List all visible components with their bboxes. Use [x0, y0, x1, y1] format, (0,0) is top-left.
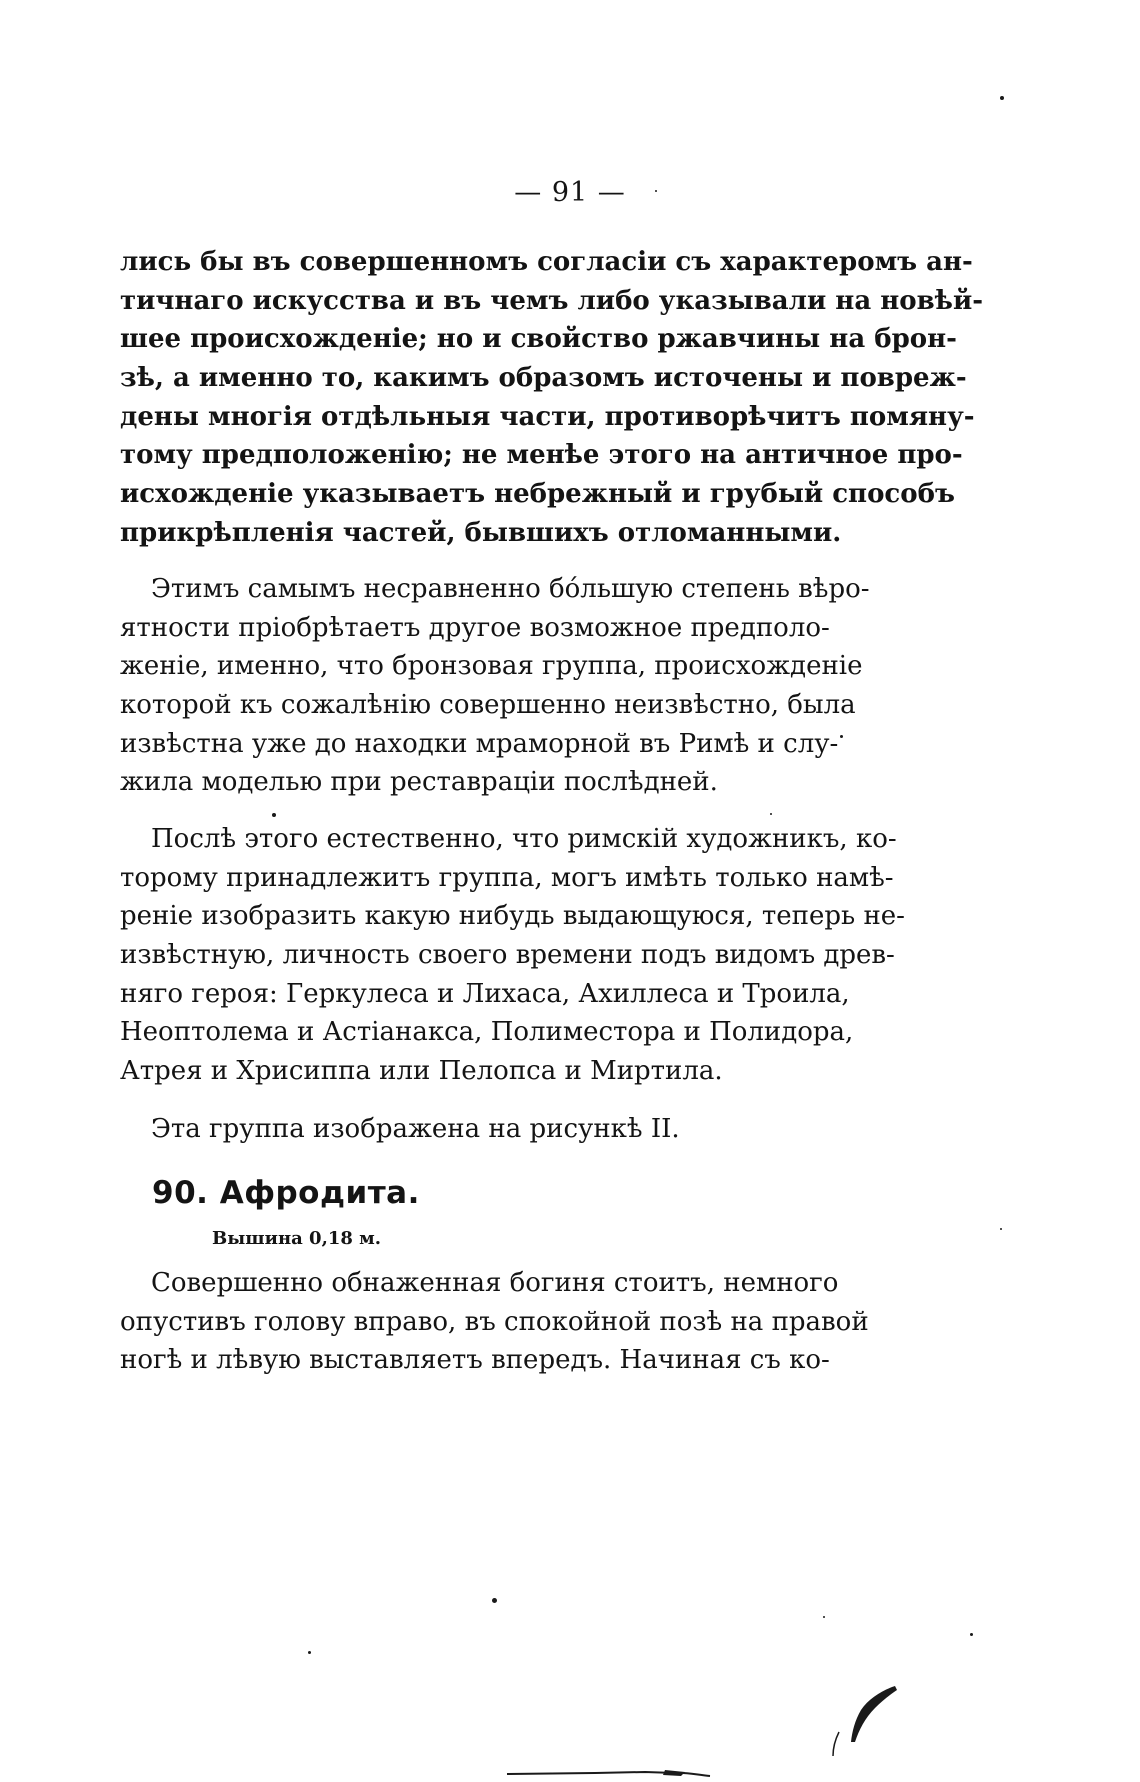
text-line: няго героя: Геркулеса и Лихаса, Ахиллеса и Троила,: [120, 978, 850, 1009]
paragraph-continuation: [120, 243, 984, 553]
text-line: Атрея и Хрисиппа или Пелопса и Миртила.: [120, 1056, 723, 1087]
text-line: извѣстную, личность своего времени подъ видомъ древ-: [120, 940, 895, 971]
text-line: женіе, именно, что бронзовая группа, происхожденіе: [120, 651, 863, 682]
text-line: торому принадлежитъ группа, могъ имѣть только намѣ-: [120, 862, 894, 893]
page-number: — 91 —: [514, 177, 626, 208]
scan-speck: [770, 813, 772, 815]
ink-mark: [505, 1764, 715, 1780]
text-line: извѣстна уже до находки мраморной въ Римѣ и слу-: [120, 728, 839, 759]
text-line: прикрѣпленія частей, бывшихъ отломанными.: [120, 517, 842, 548]
scan-speck: [1000, 1228, 1002, 1230]
text-line: ногѣ и лѣвую выставляетъ впередъ. Начиная съ ко-: [120, 1345, 830, 1376]
section-paragraph: [120, 1264, 869, 1380]
scan-speck: [970, 1633, 973, 1636]
text-line: Этимъ самымъ несравненно бóльшую степень вѣро-: [151, 574, 870, 604]
section-subheading: Вышина 0,18 м.: [212, 1228, 382, 1249]
text-line: дены многія отдѣльныя части, противорѣчитъ помяну-: [120, 401, 975, 432]
paragraph: [120, 1110, 795, 1149]
text-line: опустивъ голову вправо, въ спокойной позѣ на правой: [120, 1306, 869, 1337]
paragraph: [120, 820, 905, 1091]
scan-speck: [308, 1651, 311, 1654]
text-line: жила моделью при реставраціи послѣдней.: [120, 767, 718, 798]
scan-speck: [655, 190, 657, 192]
scan-speck: [823, 1616, 825, 1618]
scan-speck: [272, 813, 276, 817]
ink-smudge: [825, 1680, 905, 1760]
scan-speck: [1000, 96, 1004, 100]
text-line: которой къ сожалѣнію совершенно неизвѣстно, была: [120, 690, 856, 721]
section-heading: 90. Афродита.: [152, 1175, 420, 1211]
text-line: Эта группа изображена на рисункѣ II.: [151, 1114, 680, 1144]
paragraph: [120, 570, 870, 802]
scan-speck: [492, 1598, 497, 1603]
text-line: тичнаго искусства и въ чемъ либо указывали на новѣй-: [120, 285, 984, 316]
text-line: Неоптолема и Астіанакса, Полиместора и Полидора,: [120, 1017, 854, 1048]
text-line: зѣ, а именно то, какимъ образомъ источены и повреж-: [120, 363, 967, 394]
text-line: шее происхожденіе; но и свойство ржавчины на брон-: [120, 324, 957, 355]
scan-speck: [840, 735, 843, 738]
text-line: ятности пріобрѣтаетъ другое возможное предполо-: [120, 612, 830, 643]
text-line: Послѣ этого естественно, что римскій художникъ, ко-: [151, 824, 897, 854]
text-line: исхожденіе указываетъ небрежный и грубый способъ: [120, 479, 955, 510]
text-line: реніе изобразить какую нибудь выдающуюся, теперь не-: [120, 901, 905, 932]
text-line: лись бы въ совершенномъ согласіи съ характеромъ ан-: [120, 247, 973, 277]
text-line: тому предположенію; не менѣе этого на античное про-: [120, 440, 963, 471]
text-line: Совершенно обнаженная богиня стоитъ, немного: [151, 1268, 839, 1298]
